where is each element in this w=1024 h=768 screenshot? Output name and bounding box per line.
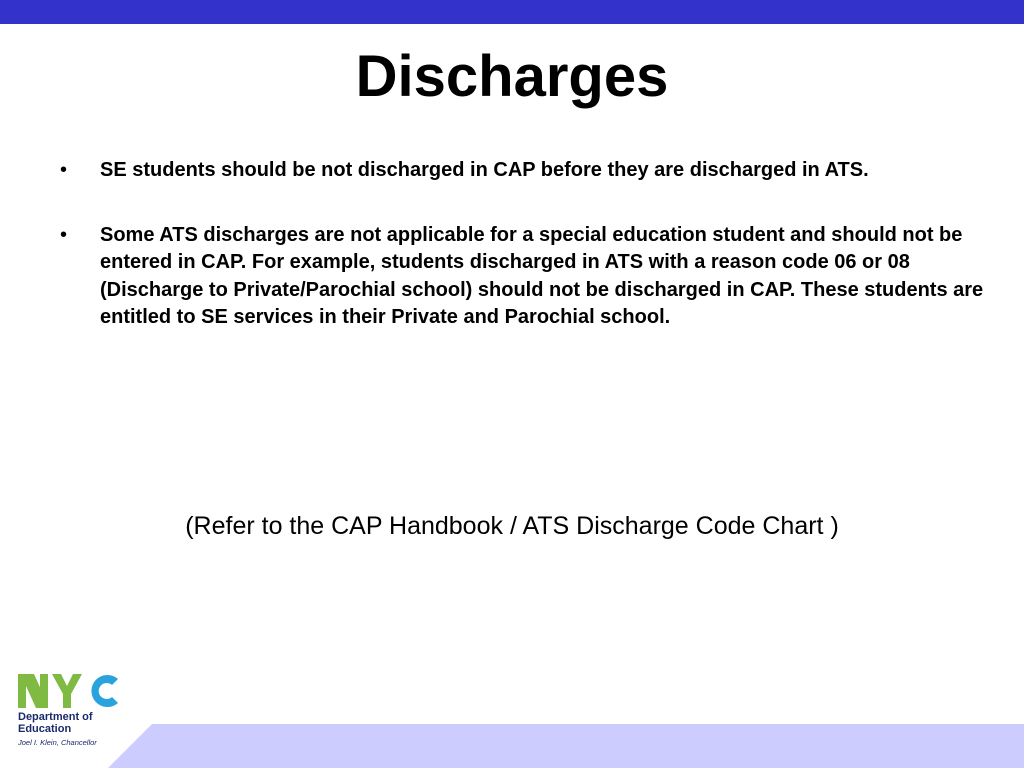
department-label: Department of Education <box>18 711 93 735</box>
top-accent-bar <box>0 0 1024 24</box>
reference-note: (Refer to the CAP Handbook / ATS Discharge Code Chart ) <box>185 512 839 540</box>
bullet-item <box>60 157 1005 185</box>
bullet-marker: • <box>60 159 68 181</box>
bullet-text: Some ATS discharges are not applicable for a special education student and should not be entered in CAP. For example, students discharged in ATS with a reason code 06 or 08 (Discharge to Private/Parochial school) should not be discharged in CAP. These students are entitled to SE services in their Private and Parochial school. <box>100 223 984 328</box>
nyc-doe-logo <box>18 674 128 754</box>
slide-title: Discharges <box>355 44 669 109</box>
bullet-text: SE students should be not discharged in CAP before they are discharged in ATS. <box>100 159 869 181</box>
nyc-wordmark-logo <box>18 674 120 708</box>
bullet-item <box>60 222 1005 332</box>
chancellor-label: Joel I. Klein, Chancellor <box>18 738 97 747</box>
bottom-decorative-band <box>0 724 1024 768</box>
bullet-marker: • <box>60 223 68 246</box>
bullet-list <box>60 157 1005 369</box>
